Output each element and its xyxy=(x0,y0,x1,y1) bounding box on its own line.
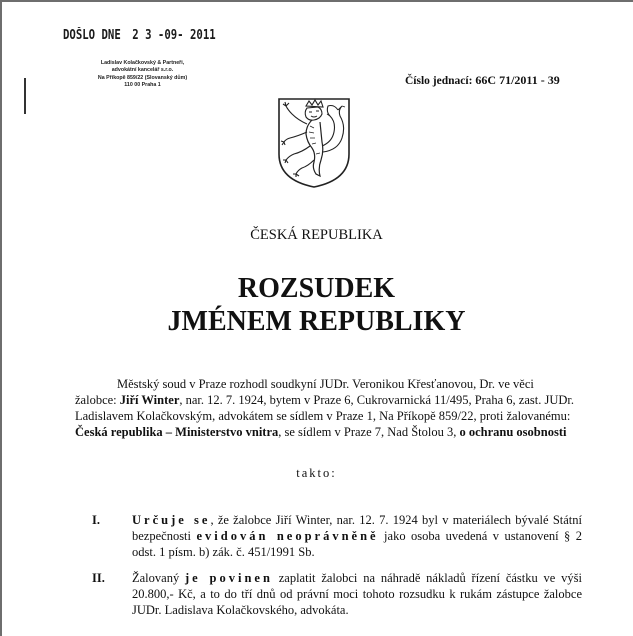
verdict-number: II. xyxy=(92,571,105,585)
firm-line: advokátní kancelář s.r.o. xyxy=(111,67,174,74)
case-subject: o ochranu osobnosti xyxy=(459,425,567,439)
verdict-text-part: jako osoba uvedená v ustanovení § 2 odst. 1 písm. b) zák. č. 451/1991 Sb. xyxy=(132,529,583,559)
verdict-emphasis: je povinen xyxy=(185,571,273,585)
stamp-label: DOŠLO DNE xyxy=(63,28,121,43)
firm-line: Ladislav Kolačkovský & Partneři, xyxy=(100,60,185,66)
case-reference-value: 66C 71/2011 - 39 xyxy=(475,73,560,87)
firm-line: 110 00 Praha 1 xyxy=(124,81,161,88)
verdict-text-part: , že žalobce Jiří Winter, nar. 12. 7. 1924 byl v materiálech bývalé Státní bezpečnosti xyxy=(132,513,582,543)
law-firm-stamp xyxy=(70,60,215,89)
verdict-text-part: zaplatit žalobci na náhradě nákladů řízení částku ve výši 20.800,- Kč, a to do tří dnů od právní moci tohoto rozsudku k rukám zástupce žalobce JUDr. Ladislava Kolačkovského, advokáta. xyxy=(132,571,582,617)
verdict-text-part: Žalovaný xyxy=(132,571,186,585)
defendant-name: Česká republika – Ministerstvo vnitra xyxy=(75,425,279,439)
case-reference-label: Číslo jednací: xyxy=(405,75,473,87)
verdict-item xyxy=(92,512,582,560)
takto-heading: takto: xyxy=(296,466,337,480)
czech-lion-coat-of-arms-icon xyxy=(276,96,352,189)
document-title xyxy=(0,272,633,338)
verdict-text xyxy=(132,512,582,560)
verdict-text xyxy=(132,570,582,618)
country-heading: ČESKÁ REPUBLIKA xyxy=(250,227,383,243)
received-stamp xyxy=(63,28,216,43)
intro-text-1: Městský soud v Praze rozhodl soudkyní JUDr. Veronikou Křesťanovou, Dr. ve věci žalobce: xyxy=(75,377,534,407)
stamp-date: 2 3 -09- 2011 xyxy=(132,28,216,43)
title-line-in-the-name: JMÉNEM REPUBLIKY xyxy=(167,306,466,337)
verdict-item xyxy=(92,570,582,618)
verdict-emphasis: evidován neoprávněně xyxy=(196,529,379,543)
intro-text-2: , nar. 12. 7. 1924, bytem v Praze 6, Cukrovarnická 11/495, Praha 6, zast. JUDr. Ladislavem Kolačkovským, advokátem se sídlem v Praze 1, Na Příkopě 859/22, proti žalovanému: xyxy=(75,393,574,423)
verdict-emphasis: Určuje se xyxy=(132,513,211,527)
verdict-number: I. xyxy=(92,513,100,527)
case-reference xyxy=(405,73,560,88)
title-line-verdict: ROZSUDEK xyxy=(237,273,396,304)
firm-line: Na Příkopě 859/22 (Slovanský dům) xyxy=(97,74,188,81)
margin-mark xyxy=(24,78,26,114)
intro-text-3: , se sídlem v Praze 7, Nad Štolou 3, xyxy=(278,425,460,439)
plaintiff-name: Jiří Winter xyxy=(119,393,180,407)
intro-paragraph xyxy=(75,376,575,440)
